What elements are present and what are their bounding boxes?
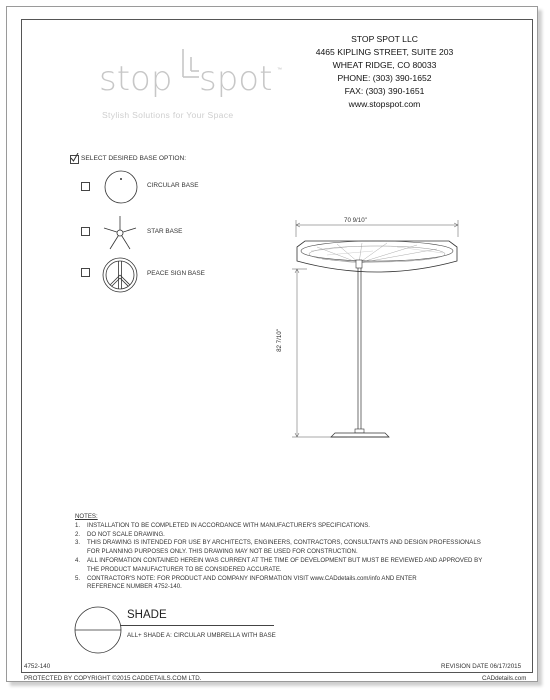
note-item-continued: THE PRODUCT MANUFACTURER TO BE CONSIDERED ACCURATE. — [87, 565, 282, 573]
company-info — [297, 33, 472, 111]
title-block-title: SHADE — [127, 609, 167, 621]
circular-base-label: CIRCULAR BASE — [147, 182, 199, 189]
base-option-heading: SELECT DESIRED BASE OPTION: — [81, 155, 187, 162]
copyright-notice: PROTECTED BY COPYRIGHT ©2015 CADDETAILS.COM LTD. — [24, 675, 202, 682]
peace-sign-base-checkbox[interactable] — [81, 268, 90, 277]
company-fax: FAX: (303) 390-1651 — [344, 86, 425, 96]
note-item-continued: FOR PLANNING PURPOSES ONLY. THIS DRAWING MAY NOT BE USED FOR CONSTRUCTION. — [87, 548, 358, 556]
revision-date: REVISION DATE 06/17/2015 — [441, 663, 522, 670]
note-item: 1. INSTALLATION TO BE COMPLETED IN ACCORDANCE WITH MANUFACTURER'S SPECIFICATIONS. — [75, 521, 370, 529]
note-item: 5. CONTRACTOR'S NOTE: FOR PRODUCT AND COMPANY INFORMATION VISIT www.CADdetails.com/info AND ENTER — [75, 574, 417, 582]
company-phone: PHONE: (303) 390-1652 — [337, 73, 432, 83]
peace-sign-base-label: PEACE SIGN BASE — [147, 270, 205, 277]
star-base-checkbox[interactable] — [81, 227, 90, 236]
logo-post-mark-icon — [179, 47, 201, 87]
reference-number: 4752-140 — [24, 663, 51, 670]
peace-sign-base-icon — [100, 255, 140, 295]
company-website: www.stopspot.com — [348, 99, 421, 109]
title-underline — [120, 625, 274, 626]
circular-base-checkbox[interactable] — [81, 182, 90, 191]
note-item-continued: REFERENCE NUMBER 4752-140. — [87, 583, 182, 591]
drawing-sheet — [6, 6, 538, 682]
caddetails-brand: CADdetails.com — [482, 675, 527, 682]
title-block-subtitle: ALL+ SHADE A: CIRCULAR UMBRELLA WITH BASE — [127, 632, 276, 639]
logo-tagline: Stylish Solutions for Your Space — [102, 110, 234, 120]
checkmark-icon — [70, 153, 79, 162]
star-base-label: STAR BASE — [147, 228, 183, 235]
note-item: 4. ALL INFORMATION CONTAINED HEREIN WAS CURRENT AT THE TIME OF DEVELOPMENT BUT MUST BE REVIEWED AND APPROVED BY — [75, 556, 483, 564]
company-address-line2: WHEAT RIDGE, CO 80033 — [332, 60, 437, 70]
height-dimension-label: 82 7/10" — [275, 329, 283, 352]
umbrella-drawing-svg — [277, 207, 477, 447]
star-base-icon — [100, 213, 140, 253]
select-base-checkbox[interactable] — [70, 155, 79, 164]
logo-wordmark-left: stop — [99, 59, 173, 99]
note-item: 3. THIS DRAWING IS INTENDED FOR USE BY ARCHITECTS, ENGINEERS, CONTRACTORS, CONSULTANTS AND DESIGN PROFESSIONALS — [75, 539, 481, 547]
notes-heading: NOTES: — [75, 513, 98, 520]
company-name: STOP SPOT LLC — [351, 34, 418, 44]
note-item: 2. DO NOT SCALE DRAWING. — [75, 530, 165, 538]
width-dimension-label: 70 9/10" — [344, 217, 367, 224]
title-block-circle-icon — [73, 605, 125, 657]
circular-base-icon — [103, 169, 139, 205]
logo-trademark: ™ — [277, 67, 282, 73]
logo-wordmark-right: spot — [199, 59, 273, 99]
notes-section — [75, 513, 515, 592]
company-address-line1: 4465 KIPLING STREET, SUITE 203 — [315, 47, 454, 57]
